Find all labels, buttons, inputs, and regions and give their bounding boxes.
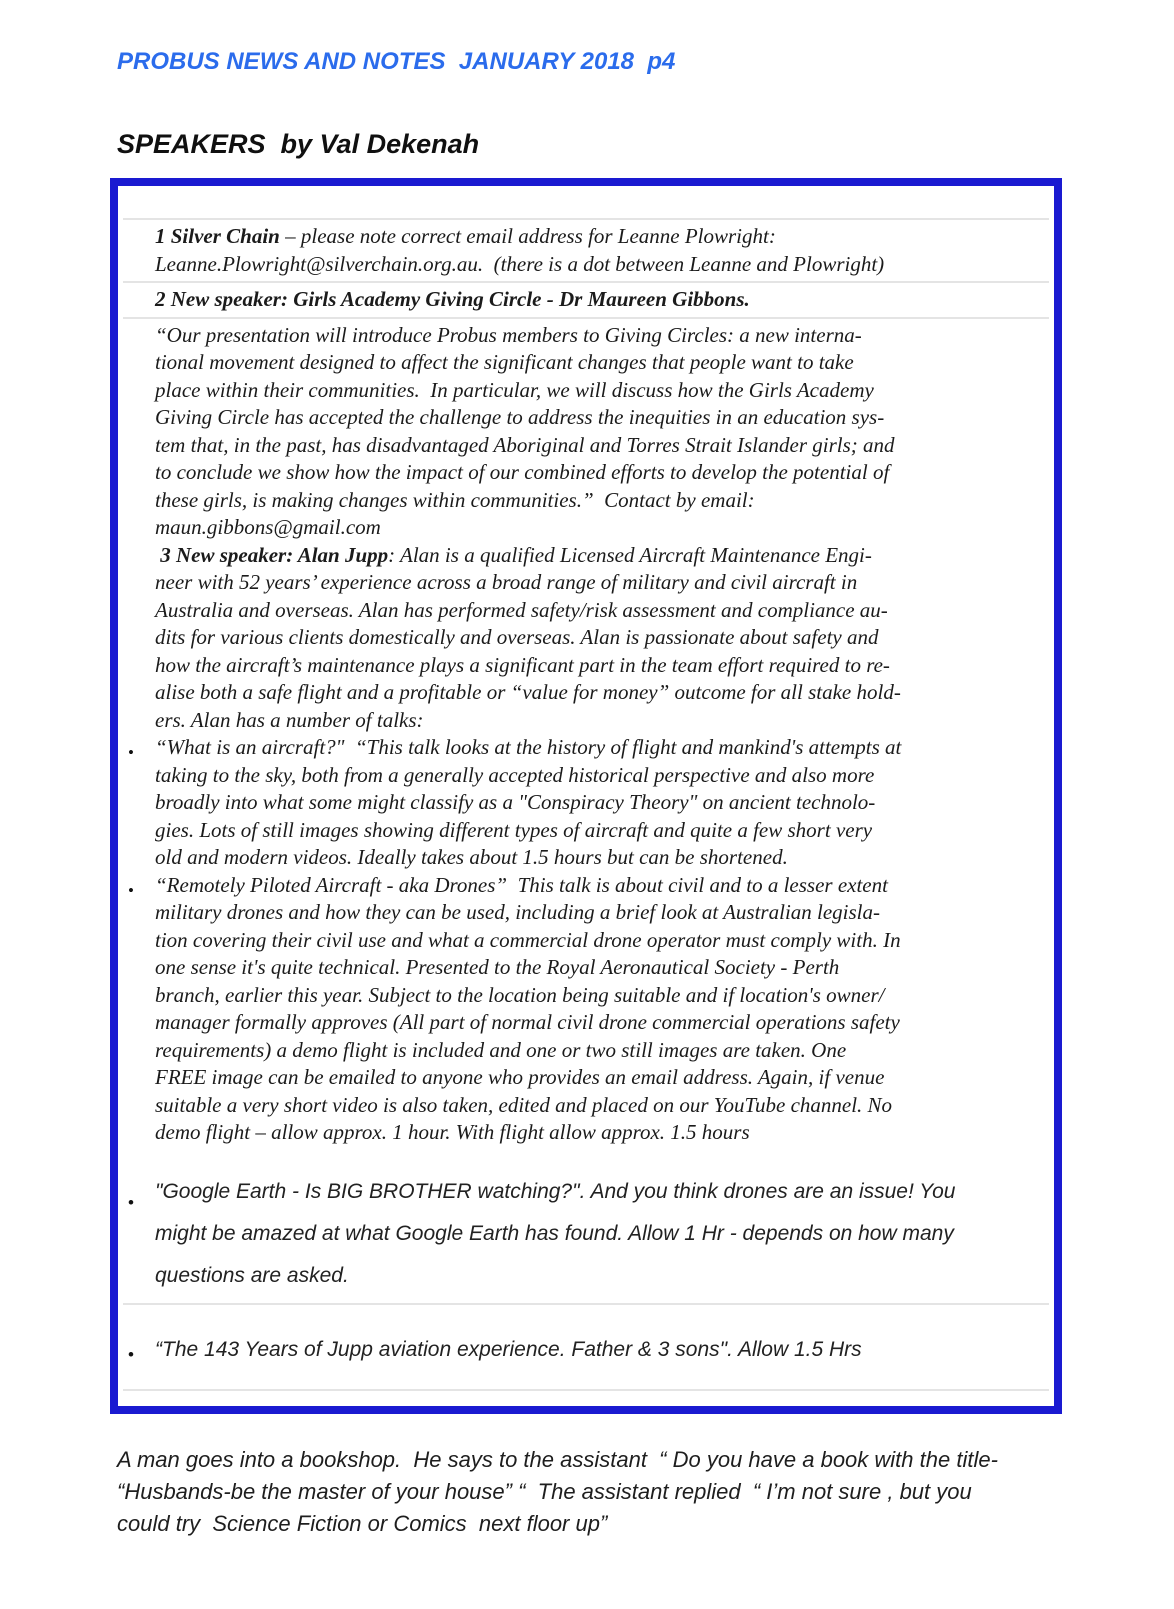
talk-bullet-remotely-piloted-aircraft (128, 872, 1035, 1147)
alan-jupp-intro-lines: neer with 52 years’ experience across a broad range of military and civil aircraft in Australia and overseas. Alan has performed safety/risk assessment and compliance au- dits for various clients domestically and overseas. Alan is passionate about safety and how the aircraft’s maintenance plays a significant part in the team effort required to re- alise both a safe flight and a profitable or “value for money” outcome for all stake hold- ers. Alan has a number of talks: (155, 570, 901, 732)
talk-bullet-google-earth-text: "Google Earth - Is BIG BROTHER watching?". And you think drones are an issue! You might be amazed at what Google Earth has found. Allow 1 Hr - depends on how many questions are asked. (155, 1179, 956, 1287)
speakers-notes-body (118, 319, 1054, 1303)
item-silver-chain (118, 220, 1054, 281)
talk-bullet-remotely-piloted-aircraft-text: “Remotely Piloted Aircraft - aka Drones” This talk is about civil and to a lesser extent military drones and how they can be used, including a brief look at Australian legisla- tion covering their civil use and what a commercial drone operator must comply with. In one sense it's quite technical. Presented to the Royal Aeronautical Society - Perth branch, earlier this year. Subject to the location being suitable and if location's owner/ manager formally approves (All part of normal civil drone commercial operations safety requirements) a demo flight is included and one or two still images are taken. One FREE image can be emailed to anyone who provides an email address. Again, if venue suitable a very short video is also taken, edited and placed on our YouTube channel. No demo flight – allow approx. 1 hour. With flight allow approx. 1.5 hours (155, 872, 901, 1144)
girls-academy-description: “Our presentation will introduce Probus members to Giving Circles: a new interna- tional movement designed to affect the significant changes that people want to take place within their communities. In particular, we will discuss how the Girls Academy Giving Circle has accepted the challenge to address the inequities in an education sys- tem that, in the past, has disadvantaged Aboriginal and Torres Strait Islander girls; and to conclude we show how the impact of our combined efforts to develop the potential of these girls, is making changes within communities.” Contact by email: maun.gibbons@gmail.com (155, 322, 895, 539)
bullet-dot-icon: • (128, 1344, 134, 1364)
item-girls-academy-heading-text: 2 New speaker: Girls Academy Giving Circle - Dr Maureen Gibbons. (155, 287, 750, 311)
item-silver-chain-email: Leanne.Plowright@silverchain.org.au. (there is a dot between Leanne and Plowright) (155, 251, 885, 276)
alan-jupp-intro (155, 542, 1035, 735)
item-silver-chain-note: – please note correct email address for Leanne Plowright: (279, 224, 776, 248)
item-girls-academy-heading-row (118, 283, 1054, 317)
talk-bullet-google-earth (128, 1171, 1035, 1297)
section-title: SPEAKERS by Val Dekenah (117, 129, 480, 159)
bullet-dot-icon: • (128, 1192, 134, 1212)
row-divider (123, 1389, 1049, 1391)
bullet-dot-icon: • (128, 743, 134, 762)
alan-jupp-intro-line1 (155, 542, 1035, 570)
alan-jupp-intro-rest: : Alan is a qualified Licensed Aircraft Maintenance Engi- (388, 542, 872, 567)
alan-jupp-title: 3 New speaker: Alan Jupp (155, 542, 389, 567)
talk-bullet-what-is-an-aircraft (128, 734, 1035, 872)
item-silver-chain-line1 (155, 223, 1035, 251)
footer-joke: A man goes into a bookshop. He says to the assistant “ Do you have a book with the title- “Husbands-be the master of your house” “ The assistant replied “ I’m not sure , but you could try Science Fiction or Comics next floor up” (117, 1447, 998, 1536)
item-silver-chain-title: 1 Silver Chain (155, 224, 280, 248)
box-top-spacer (118, 186, 1054, 218)
speakers-box (110, 178, 1062, 1414)
talk-bullet-what-is-an-aircraft-text: “What is an aircraft?" “This talk looks at the history of flight and mankind's attempts at taking to the sky, both from a generally accepted historical perspective and also more broadly into what some might classify as a "Conspiracy Theory" on ancient technolo- gies. Lots of still images showing different types of aircraft and quite a few short very old and modern videos. Ideally takes about 1.5 hours but can be shortened. (155, 735, 902, 869)
page-header: PROBUS NEWS AND NOTES JANUARY 2018 p4 (117, 48, 676, 75)
talk-bullet-143-years-text: “The 143 Years of Jupp aviation experience. Father & 3 sons". Allow 1.5 Hrs (155, 1337, 862, 1361)
talk-bullet-143-years (128, 1335, 1035, 1365)
item-girls-academy-heading (155, 286, 1035, 314)
bullet-dot-icon: • (128, 880, 134, 900)
talk-bullet-143-years-row (118, 1305, 1054, 1389)
